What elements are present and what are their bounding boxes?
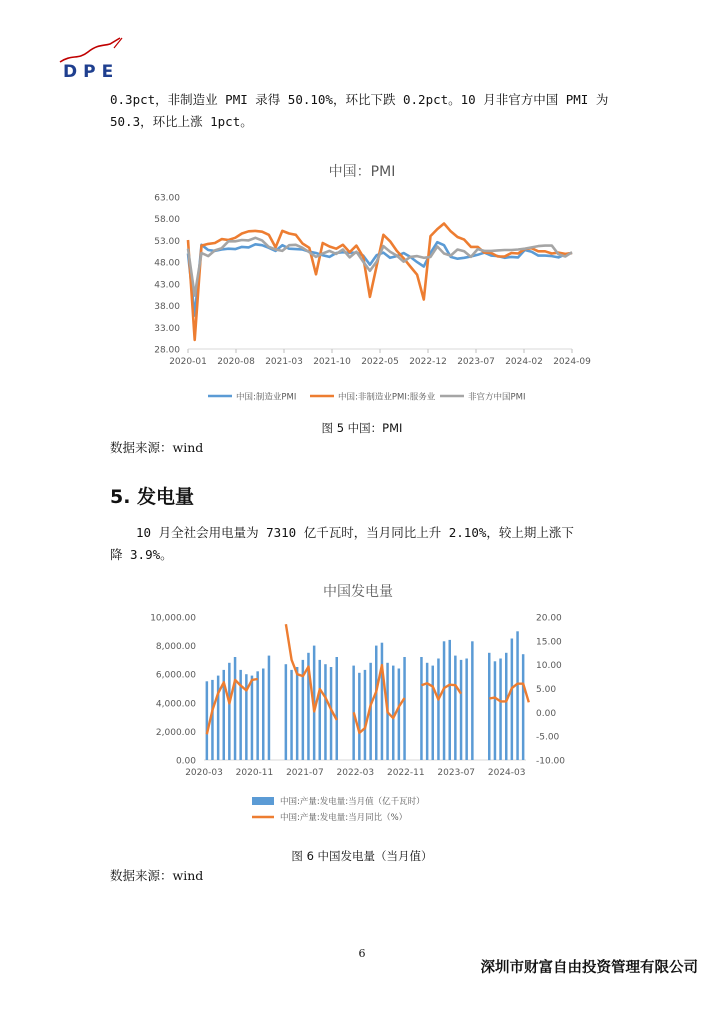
page-number: 6: [358, 947, 366, 960]
bar: [426, 663, 429, 760]
dpe-logo-text: DPE: [63, 62, 120, 82]
figure6-source: 数据来源：wind: [110, 868, 204, 883]
legend-swatch: [252, 797, 274, 805]
bar: [285, 664, 288, 760]
bar: [268, 656, 271, 760]
paragraph-pmi: [110, 89, 630, 133]
chart-title: 中国：PMI: [328, 164, 396, 180]
bar: [296, 667, 299, 760]
bar: [381, 643, 384, 760]
x-tick-label: 2024-02: [505, 357, 543, 367]
y-left-tick-label: 10,000.00: [150, 613, 196, 624]
bar: [449, 640, 452, 760]
x-tick-label: 2022-11: [386, 768, 425, 778]
figure6-caption: 图 6 中国发电量（当月值）: [291, 849, 433, 863]
y-tick-label: 33.00: [154, 323, 180, 334]
yoy-line-segment: [354, 665, 405, 733]
y-left-tick-label: 4,000.00: [155, 699, 196, 710]
legend-label: 中国:制造业PMI: [236, 392, 297, 403]
yoy-line-segment: [286, 624, 337, 720]
bar: [511, 639, 513, 761]
bar: [460, 660, 463, 760]
bar: [262, 669, 265, 761]
y-left-tick-label: 2,000.00: [155, 727, 196, 738]
x-tick-label: 2020-01: [169, 357, 207, 367]
x-tick-label: 2020-03: [185, 768, 223, 778]
paragraph-electricity: [110, 522, 630, 566]
bar: [471, 641, 474, 760]
y-left-tick-label: 0.00: [175, 756, 196, 767]
yoy-line-segment: [207, 679, 258, 734]
legend-label: 非官方中国PMI: [468, 392, 526, 403]
paragraph-line: 0.3pct，非制造业 PMI 录得 50.10%，环比下跌 0.2pct。10 月非官方中国 PMI 为: [110, 92, 609, 107]
y-tick-label: 43.00: [154, 280, 180, 291]
y-tick-label: 38.00: [154, 302, 180, 313]
bar: [290, 670, 293, 760]
bar: [522, 654, 525, 760]
bar: [234, 657, 237, 760]
bar: [516, 631, 519, 760]
power-generation-chart: [140, 575, 590, 830]
y-tick-label: 58.00: [154, 215, 180, 226]
bar: [454, 656, 457, 760]
bar: [465, 659, 468, 761]
x-tick-label: 2021-10: [313, 357, 351, 367]
y-tick-label: 48.00: [154, 258, 180, 269]
x-tick-label: 2022-03: [336, 768, 375, 778]
paragraph-line: 降 3.9%。: [110, 547, 173, 562]
bar: [375, 646, 378, 760]
bar: [437, 659, 440, 761]
figure5-source: 数据来源：wind: [110, 440, 204, 455]
legend-label: 中国:非制造业PMI:服务业: [338, 392, 436, 403]
y-right-tick-label: -10.00: [536, 756, 566, 767]
bar: [392, 666, 395, 760]
y-right-tick-label: 5.00: [536, 685, 557, 695]
x-tick-label: 2020-11: [235, 768, 274, 778]
y-tick-label: 28.00: [154, 345, 180, 356]
y-right-tick-label: 10.00: [536, 661, 562, 672]
bar: [206, 681, 209, 760]
bar: [256, 671, 259, 760]
y-left-tick-label: 6,000.00: [155, 670, 196, 681]
x-tick-label: 2022-05: [361, 357, 399, 367]
chart-title: 中国发电量: [323, 584, 393, 600]
y-left-tick-label: 8,000.00: [155, 642, 196, 653]
x-tick-label: 2024-03: [487, 768, 526, 778]
bar: [403, 657, 406, 760]
bar: [443, 641, 446, 760]
bar: [494, 661, 497, 760]
bar: [432, 666, 435, 760]
legend-label: 中国:产量:发电量:当月值（亿千瓦时）: [280, 797, 425, 807]
bar: [398, 669, 401, 761]
y-tick-label: 63.00: [154, 193, 180, 204]
x-tick-label: 2020-08: [217, 357, 255, 367]
bar: [251, 676, 254, 760]
company-name: 深圳市财富自由投资管理有限公司: [480, 959, 698, 976]
x-tick-label: 2021-03: [265, 357, 303, 367]
bar: [217, 676, 220, 760]
paragraph-line: 10 月全社会用电量为 7310 亿千瓦时，当月同比上升 2.10%，较上期上涨下: [136, 525, 574, 540]
pmi-line-chart: [140, 150, 600, 415]
bar: [499, 659, 502, 761]
y-right-tick-label: 15.00: [536, 637, 562, 648]
y-tick-label: 53.00: [154, 236, 180, 247]
bar: [228, 663, 231, 760]
bar: [336, 657, 339, 760]
bar: [420, 657, 423, 760]
bar: [319, 660, 322, 760]
x-tick-label: 2023-07: [457, 357, 495, 367]
paragraph-line: 50.3，环比上涨 1pct。: [110, 114, 253, 129]
bar: [358, 673, 361, 760]
bar: [488, 653, 491, 760]
x-tick-label: 2022-12: [409, 357, 447, 367]
legend-label: 中国:产量:发电量:当月同比（%）: [280, 813, 408, 823]
y-right-tick-label: -5.00: [536, 732, 560, 743]
bar: [211, 680, 214, 760]
figure5-caption: 图 5 中国：PMI: [321, 421, 403, 435]
y-right-tick-label: 0.00: [536, 708, 557, 719]
bar: [364, 670, 367, 760]
x-tick-label: 2023-07: [437, 768, 476, 778]
bar: [505, 653, 508, 760]
x-tick-label: 2021-07: [286, 768, 324, 778]
bar: [324, 664, 327, 760]
section-title: 5. 发电量: [110, 486, 195, 508]
y-right-tick-label: 20.00: [536, 613, 562, 624]
x-tick-label: 2024-09: [553, 357, 591, 367]
